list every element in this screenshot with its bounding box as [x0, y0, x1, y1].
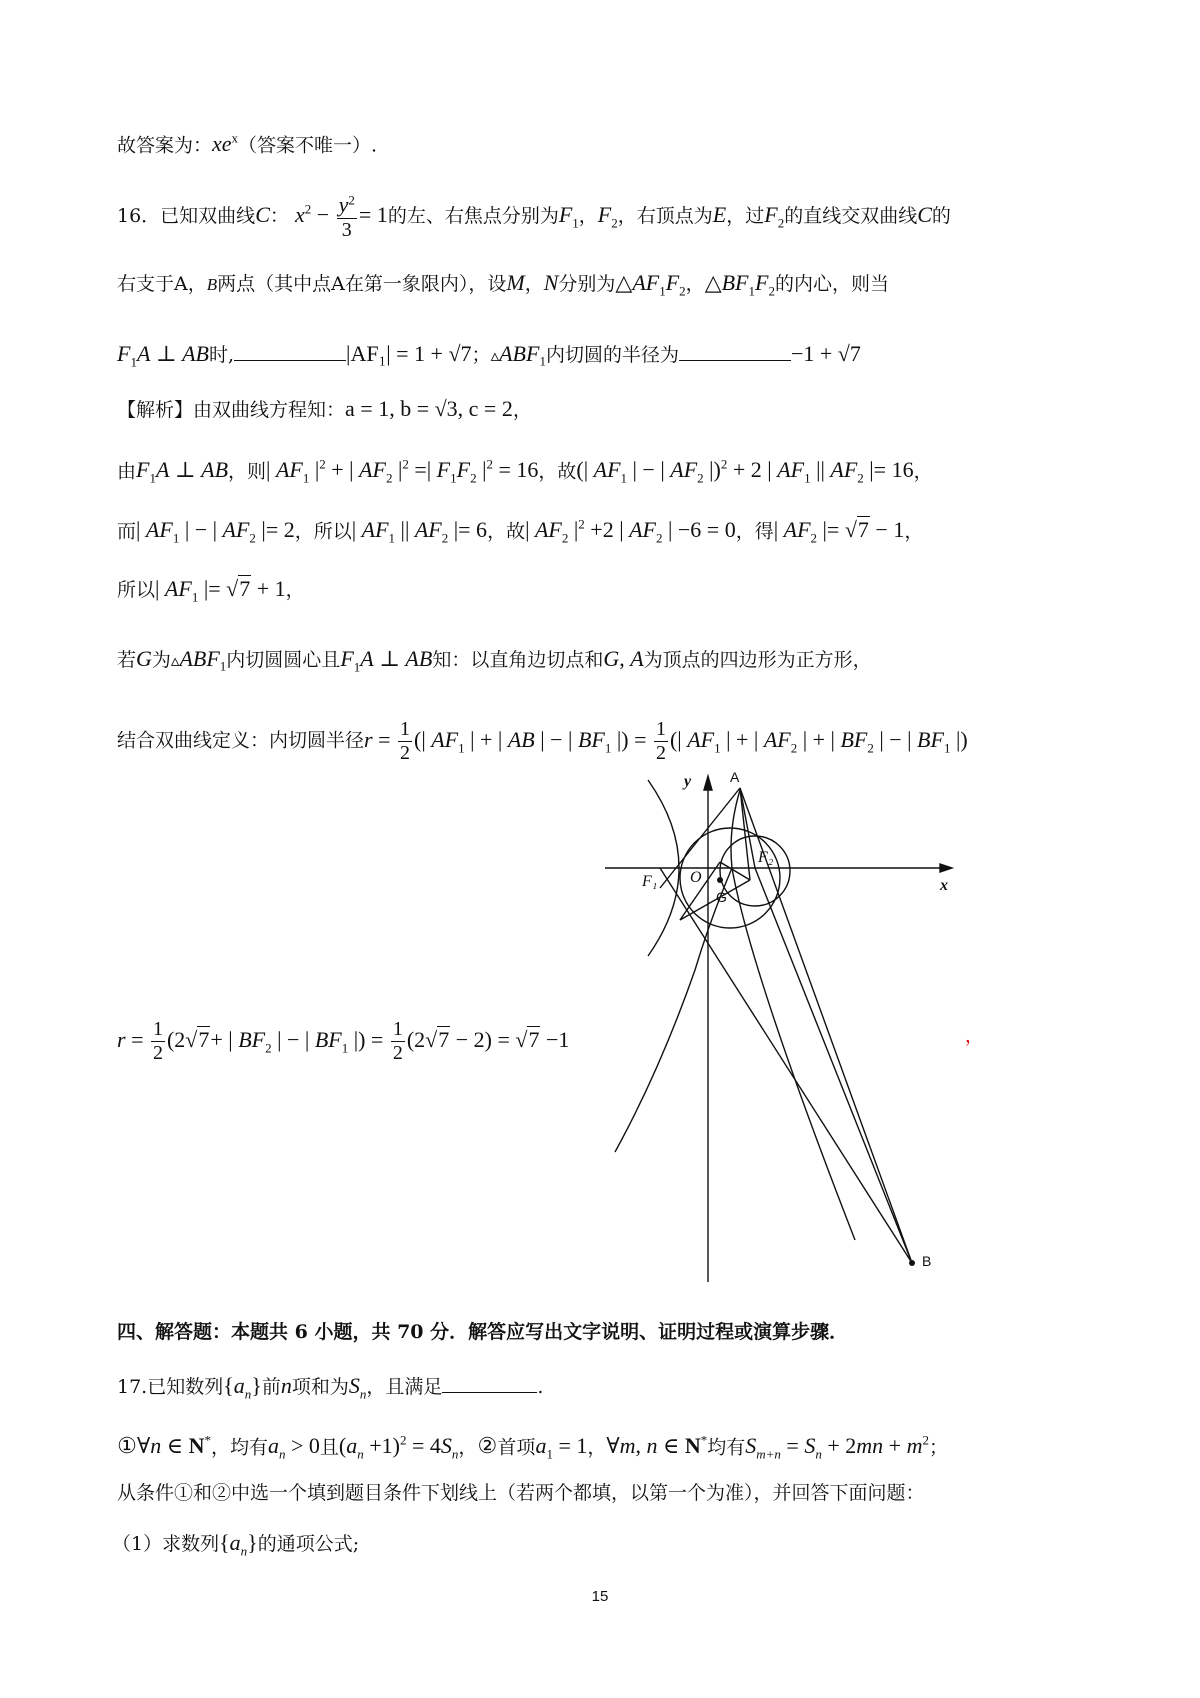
sol-line7: r = $\frac{1}{2}$ (2√7+ | $BF_2$ | − | $BF_1$ |) = $\frac{1}{2}$ (2√7 − 2) = √7 −1 — [117, 1018, 570, 1064]
line-f2-b — [755, 868, 912, 1263]
label-b: B — [922, 1253, 932, 1269]
label-y: y — [684, 773, 692, 790]
q17-part1: （1）求数列$\{a_n\}$的通项公式; — [112, 1530, 360, 1559]
label-a: A — [730, 770, 740, 785]
line-f1-b — [660, 868, 912, 1263]
label-g: G — [716, 889, 727, 905]
blank-condition — [442, 1372, 537, 1393]
q17-line3: 从条件①和②中选一个填到题目条件下划线上（若两个都填，以第一个为准），并回答下面问题： — [117, 1482, 925, 1504]
answer-line: 故答案为：$xe^x$（答案不唯一）. — [117, 131, 378, 157]
answer-expr: xe — [212, 131, 232, 157]
q16-line3: $F_1A$ ⊥ AB时, |AF₁| = 1 + √7；$▵ABF_1$内切圆的半径为 −1 + √7 — [117, 341, 861, 370]
sol-line1: 【解析】由双曲线方程知：a = 1, b = √3, c = 2， — [117, 396, 532, 421]
hyperbola-figure — [600, 770, 980, 1290]
blank-1 — [234, 340, 346, 361]
sol-line5: 若G为$▵ABF_1$内切圆圆心且$F_1A$ ⊥ AB知：以直角边切点和G, A为顶点的四边形为正方形， — [117, 646, 872, 675]
sol-line3: 而| $AF_1$ | − | $AF_2$ |= 2，所以| $AF_1$ || $AF_2$ |= 6，故| $AF_2$ $|^2 +2$ | $AF_2$ | −6 = 0，得| $AF_2$ |= √7 − 1， — [117, 517, 924, 546]
blank-2 — [679, 340, 791, 361]
red-mark: ， — [965, 1026, 983, 1047]
sol-line6: 结合双曲线定义：内切圆半径r = $\frac{1}{2}$ (| $AF_1$ | + | AB | − | $BF_1$ |) = $\frac{1}{2}$ (| $AF_1$ | + | $AF_2$ | + | $BF_2$ | − | $BF_1$ |) — [117, 718, 968, 764]
x-axis-arrow — [940, 864, 952, 872]
q17-line2: ①∀n ∈ N*，均有$a_n > 0$且$(a_n +1)^2 = 4S_n$，②首项$a_1 = 1$，∀m, n ∈ N*均有$S_{m+n} = S_n + 2mn + m^2$； — [117, 1433, 948, 1462]
point-b — [909, 1260, 915, 1266]
line-inner2 — [720, 862, 750, 880]
answer-2: −1 + √7 — [790, 341, 861, 366]
y-axis-arrow — [704, 776, 712, 790]
sol-line2: 由$F_1A$ ⊥ AB，则| $AF_1$ $|^2$ + | $AF_2$ $|^2$ =| $F_1F_2$ $|^2 = 16$，故(| $AF_1$ | − | $AF_2$ |)$^2$ + 2 | $AF_1$ || $AF_2$ |= 16， — [117, 457, 933, 486]
sol-line4: 所以| $AF_1$ |= √7 + 1， — [117, 576, 305, 605]
point-g — [717, 877, 723, 883]
label-x: x — [940, 877, 948, 894]
left-lower-curve — [615, 868, 732, 1152]
right-branch-lower — [731, 790, 855, 1240]
label-f1: F₁ — [642, 873, 658, 890]
label-f2: F₂ — [758, 849, 774, 866]
q16-line2: 右支于A，B两点（其中点A在第一象限内），设M，N分别为$\triangle AF_1F_2$，$\triangle BF_1F_2$的内心，则当 — [117, 270, 889, 299]
page-number: 15 — [591, 1588, 609, 1605]
label-o: O — [690, 869, 702, 886]
answer-1: |AF₁| = 1 + √7 — [346, 341, 472, 366]
q16-line1: 16．已知双曲线C： $x^2$ − $\frac{y^2}{3}$ = 1的左、右焦点分别为$F_1$，$F_2$，右顶点为E，过$F_2$的直线交双曲线C的 — [117, 192, 951, 241]
q17-line1: 17.已知数列$\{a_n\}$前n项和为$S_n$，且满足 . — [117, 1373, 544, 1402]
hyperbola-equation: $x^2$ − $\frac{y^2}{3}$ = 1 — [294, 192, 388, 241]
section-4-title: 四、解答题：本题共 6 小题，共 70 分．解答应写出文字说明、证明过程或演算步骤． — [117, 1321, 849, 1343]
